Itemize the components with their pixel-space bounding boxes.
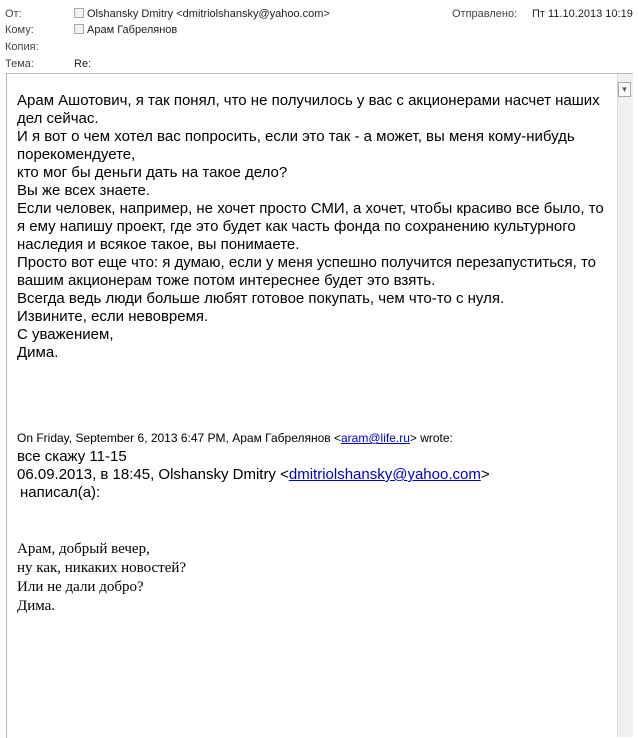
message-body — [17, 92, 607, 362]
scrollbar[interactable] — [617, 74, 633, 737]
to-text[interactable]: Арам Габрелянов — [87, 24, 178, 36]
from-value[interactable] — [74, 6, 330, 23]
quote-header-prefix: On Friday, September 6, 2013 6:47 PM, Арам Габрелянов < — [17, 431, 341, 445]
subject-value: Re: — [74, 58, 92, 70]
from-label: От: — [5, 8, 22, 20]
message-text: Арам Ашотович, я так понял, что не получилось у вас с акционерами насчет наших дел сейчас. И я вот о чем хотел вас попросить, если это так - а может, вы меня кому-нибудь порекомендуете, кто мог бы деньги дать на такое дело? Вы же всех знаете. Если человек, например, не хочет просто СМИ, а хочет, чтобы красиво все было, то я ему напишу проект, где это будет как часть фонда по сохранению культурного наследия и всякое такое, вы понимаете. Просто вот еще что: я думаю, если у меня успешно получится перезапуститься, то вашим акционерам тоже потом интереснее будет это взять. Всегда ведь люди больше любят готовое покупать, чем что-то с нуля. Извините, если невовремя. С уважением, Дима. — [17, 92, 604, 361]
sent-label: Отправлено: — [452, 8, 518, 20]
quote-header-email-link[interactable]: aram@life.ru — [341, 431, 410, 445]
contact-checkbox-icon — [74, 8, 84, 18]
to-value[interactable] — [74, 22, 177, 39]
subject-label: Тема: — [5, 58, 34, 70]
quote-inner-suffix: > — [480, 466, 490, 483]
sent-value: Пт 11.10.2013 10:19 — [532, 8, 633, 20]
message-body-pane[interactable] — [6, 73, 633, 738]
quote-header — [17, 431, 453, 445]
quote-inner-header — [17, 466, 490, 484]
quote-reply: все скажу 11-15 — [17, 448, 127, 465]
cc-label: Копия: — [5, 41, 39, 53]
to-row — [0, 22, 639, 39]
quote-header-suffix: > wrote: — [409, 431, 453, 445]
original-message: Арам, добрый вечер, ну как, никаких новостей? Или не дали добро? Дима. — [17, 541, 187, 614]
cc-row — [0, 39, 639, 56]
message-header — [0, 0, 639, 74]
contact-checkbox-icon — [74, 24, 84, 34]
quote-inner-wrote: написал(а): — [20, 484, 101, 501]
from-row — [0, 6, 639, 23]
from-text[interactable]: Olshansky Dmitry <dmitriolshansky@yahoo.com> — [87, 8, 330, 20]
pane-options-icon[interactable]: ▾ — [618, 82, 631, 97]
quote-inner-prefix: 06.09.2013, в 18:45, Olshansky Dmitry < — [17, 466, 289, 483]
to-label: Кому: — [5, 24, 34, 36]
quote-inner-email-link[interactable]: dmitriolshansky@yahoo.com — [288, 466, 481, 483]
subject-row — [0, 56, 639, 73]
